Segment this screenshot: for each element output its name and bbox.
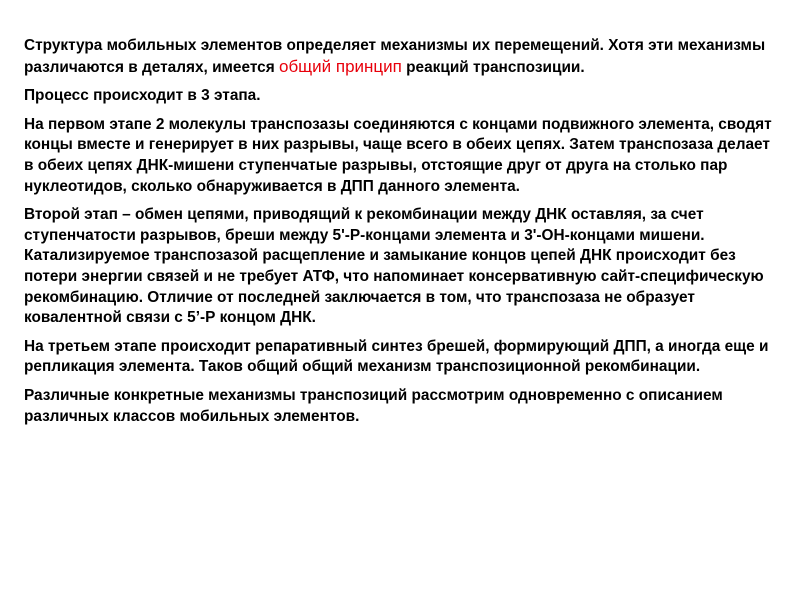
intro-text-after: реакций транспозиции.: [401, 58, 585, 76]
paragraph-stage-three: На третьем этапе происходит репаративный синтез брешей, формирующий ДПП, а иногда еще и репликация элемента. Таков общий общий механизм транспозиционной рекомбинации.: [24, 337, 769, 376]
paragraph-stages-count: Процесс происходит в 3 этапа.: [24, 87, 261, 105]
paragraph-conclusion: Различные конкретные механизмы транспозиций рассмотрим одновременно с описанием различных классов мобильных элементов.: [24, 386, 723, 425]
highlight-general-principle: общий принцип: [278, 56, 402, 76]
intro-text-before: Структура мобильных элементов определяет механизмы их перемещений. Хотя эти механизмы различаются в деталях, имеется: [24, 37, 766, 76]
paragraph-stage-two: Второй этап – обмен цепями, приводящий к рекомбинации между ДНК оставляя, за счет ступенчатости разрывов, бреши между 5'-Р-концами элемента и 3'-ОН-концами мишени. Катализируемое транспозазой расщепление и замыкание концов цепей ДНК происходит без потери энергии связей и не требует АТФ, что напоминает консервативную сайт-специфическую рекомбинацию. Отличие от последней заключается в том, что транспозаза не образует ковалентной связи с 5’-Р концом ДНК.: [24, 206, 764, 327]
paragraph-stage-one: На первом этапе 2 молекулы транспозазы соединяются с концами подвижного элемента, сводят концы вместе и генерирует в них разрывы, чаще всего в обеих цепях. Затем транспозаза делает в обеих цепях ДНК-мишени ступенчатые разрывы, отстоящие друг от друга на столько пар нуклеотидов, сколько обнаруживается в ДПП данного элемента.: [24, 115, 772, 195]
paragraph-intro: [24, 36, 772, 78]
